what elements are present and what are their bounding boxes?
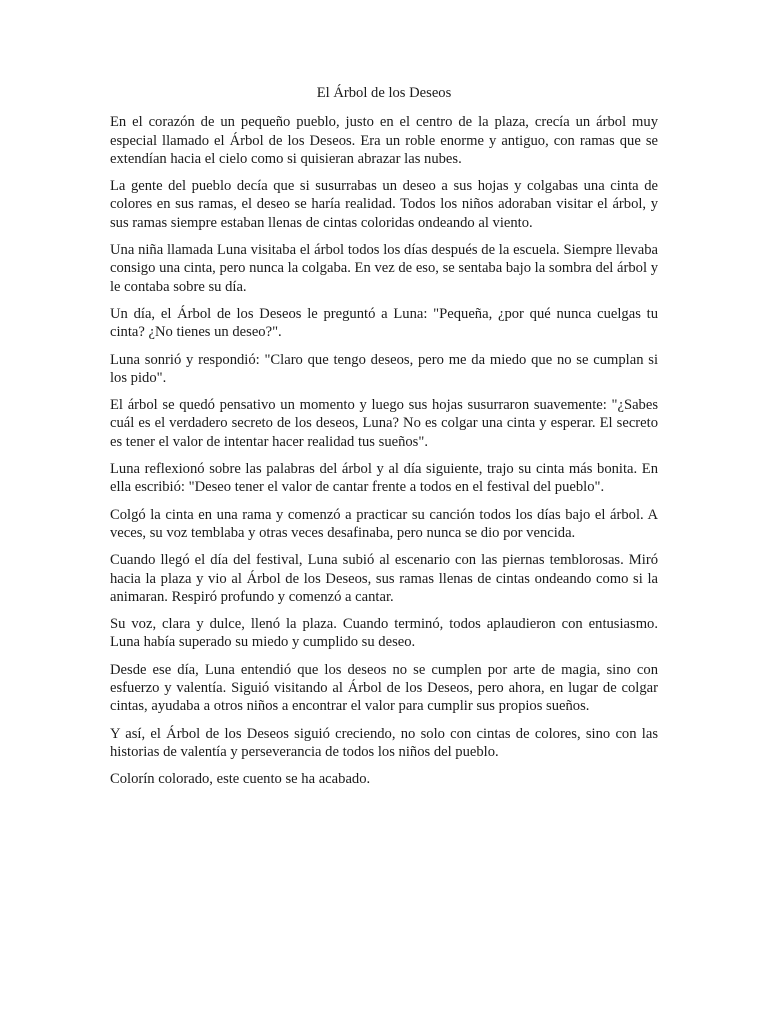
paragraph-7: Luna reflexionó sobre las palabras del árbol y al día siguiente, trajo su cinta más bonita. En ella escribió: "Deseo tener el valor de cantar frente a todos en el festival del pueblo". <box>110 461 658 496</box>
paragraph-4: Un día, el Árbol de los Deseos le preguntó a Luna: "Pequeña, ¿por qué nunca cuelgas tu cinta? ¿No tienes un deseo?". <box>110 305 658 341</box>
document-title: El Árbol de los Deseos <box>316 85 452 101</box>
paragraph-11: Desde ese día, Luna entendió que los deseos no se cumplen por arte de magia, sino con esfuerzo y valentía. Siguió visitando al Árbol de los Deseos, pero ahora, en lugar de colgar cintas, ayudaba a otros niños a encontrar el valor para cumplir sus propios sueños. <box>110 661 658 715</box>
paragraph-13: Colorín colorado, este cuento se ha acabado. <box>110 771 371 788</box>
paragraph-6: El árbol se quedó pensativo un momento y luego sus hojas susurraron suavemente: "¿Sabes cuál es el verdadero secreto de los deseos, Luna? No es colgar una cinta y esperar. El secreto es tener el valor de intentar hacer realidad tus sueños". <box>110 397 658 450</box>
paragraph-9: Cuando llegó el día del festival, Luna subió al escenario con las piernas temblorosas. Miró hacia la plaza y vio al Árbol de los Deseos, sus ramas llenas de cintas ondeando como si la animaran. Respiró profundo y comenzó a cantar. <box>110 552 658 605</box>
paragraph-5: Luna sonrió y respondió: "Claro que tengo deseos, pero me da miedo que no se cumplan si los pido". <box>110 351 658 386</box>
paragraph-10: Su voz, clara y dulce, llenó la plaza. Cuando terminó, todos aplaudieron con entusiasmo. Luna había superado su miedo y cumplido su deseo. <box>110 616 658 651</box>
paragraph-1: En el corazón de un pequeño pueblo, justo en el centro de la plaza, crecía un árbol muy especial llamado el Árbol de los Deseos. Era un roble enorme y antiguo, con ramas que se extendían hacia el cielo como si quisieran abrazar las nubes. <box>110 114 658 167</box>
paragraph-8: Colgó la cinta en una rama y comenzó a practicar su canción todos los días bajo el árbol. A veces, su voz temblaba y otras veces desafinaba, pero nunca se dio por vencida. <box>110 506 658 541</box>
paragraph-3: Una niña llamada Luna visitaba el árbol todos los días después de la escuela. Siempre llevaba consigo una cinta, pero nunca la colgaba. En vez de eso, se sentaba bajo la sombra del árbol y le contaba sobre su día. <box>110 242 658 295</box>
paragraph-2: La gente del pueblo decía que si susurrabas un deseo a sus hojas y colgabas una cinta de colores en sus ramas, el deseo se haría realidad. Todos los niños adoraban visitar el árbol, y sus ramas siempre estaban llenas de cintas coloridas ondeando al viento. <box>110 178 658 231</box>
paragraph-12: Y así, el Árbol de los Deseos siguió creciendo, no solo con cintas de colores, sino con las historias de valentía y perseverancia de todos los niños del pueblo. <box>110 725 658 760</box>
document-page <box>110 84 658 798</box>
